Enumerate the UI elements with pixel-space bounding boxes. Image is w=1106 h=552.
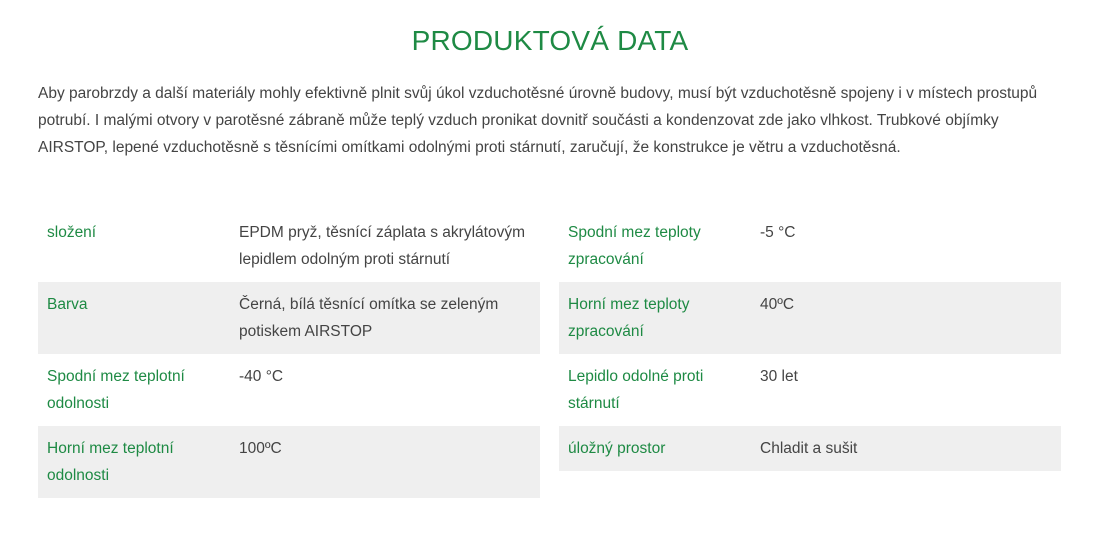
spec-label: Horní mez teplotní odolnosti: [47, 440, 174, 484]
spec-row-adhesive-aging: [559, 354, 1061, 426]
spec-row-barva: [38, 282, 540, 354]
spec-row-max-processing-temp: [559, 282, 1061, 354]
spec-row-slozeni: [38, 210, 540, 282]
spec-value: EPDM pryž, těsnící záplata s akrylátovým lepidlem odolným proti stárnutí: [239, 224, 525, 268]
spec-label: složení: [47, 224, 97, 241]
spec-label: Horní mez teploty zpracování: [568, 296, 690, 340]
section-title: PRODUKTOVÁ DATA: [411, 25, 689, 56]
spec-label: Lepidlo odolné proti stárnutí: [568, 368, 704, 412]
spec-row-max-temp-resistance: [38, 426, 540, 498]
spec-value: 30 let: [760, 368, 798, 385]
spec-value: Černá, bílá těsnící omítka se zeleným potiskem AIRSTOP: [239, 296, 499, 340]
spec-value: 40ºC: [760, 296, 795, 313]
spec-value: -5 °C: [760, 224, 796, 241]
spec-label: Barva: [47, 296, 88, 313]
spec-value: Chladit a sušit: [760, 440, 858, 457]
spec-row-storage: [559, 426, 1061, 471]
spec-label: Spodní mez teplotní odolnosti: [47, 368, 185, 412]
intro-paragraph: Aby parobrzdy a další materiály mohly efektivně plnit svůj úkol vzduchotěsné úrovně budovy, musí být vzduchotěsně spojeny i v místech prostupů potrubí. I malými otvory v parotěsné zábraně může teplý vzduch pronikat dovnitř součásti a kondenzovat zde jako vlhkost. Trubkové objímky AIRSTOP, lepené vzduchotěsně s těsnícími omítkami odolnými proti stárnutí, zaručují, že konstrukce je větru a vzduchotěsná.: [38, 85, 1038, 156]
spec-row-min-processing-temp: [559, 210, 1061, 282]
spec-value: -40 °C: [239, 368, 284, 385]
spec-table-left: [38, 210, 540, 498]
spec-table-right: [559, 210, 1061, 471]
spec-row-min-temp-resistance: [38, 354, 540, 426]
spec-label: úložný prostor: [568, 440, 666, 457]
spec-label: Spodní mez teploty zpracování: [568, 224, 701, 268]
spec-value: 100ºC: [239, 440, 282, 457]
